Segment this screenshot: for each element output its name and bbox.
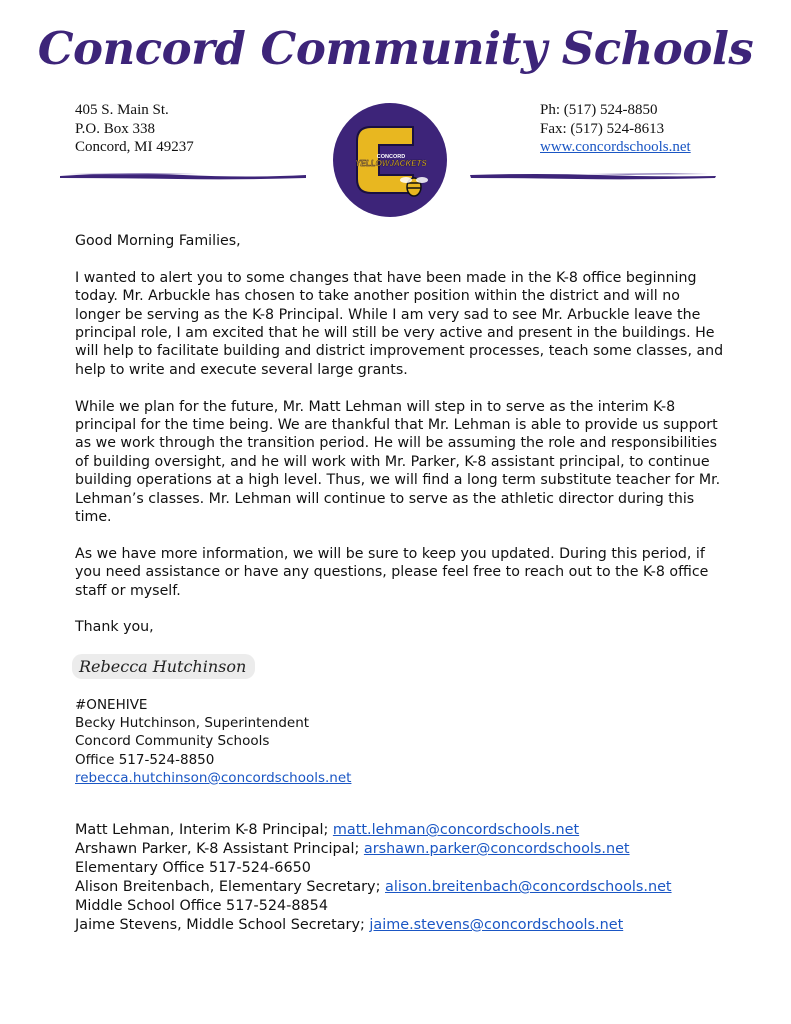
greeting: Good Morning Families, [75, 233, 241, 249]
signature-block [75, 696, 351, 787]
letter-body [75, 232, 725, 655]
hashtag: #ONEHIVE [75, 697, 148, 713]
brush-divider-left [58, 170, 308, 182]
fax-number: Fax: (517) 524-8613 [540, 120, 665, 137]
closing: Thank you, [75, 619, 154, 636]
contact-parker [75, 840, 672, 859]
logo-text-top: CONCORD [376, 154, 406, 160]
contact-stevens [75, 916, 672, 935]
contact-lehman [75, 821, 672, 840]
signer-email-link[interactable]: rebecca.hutchinson@concordschools.net [75, 769, 352, 786]
lehman-email-link[interactable]: matt.lehman@concordschools.net [332, 822, 580, 838]
signer-name-title: Becky Hutchinson, Superintendent [75, 715, 310, 732]
school-address [75, 101, 194, 157]
contact-parker-label: Arshawn Parker, K-8 Assistant Principal; [75, 841, 364, 857]
letterhead-title: Concord Community Schools [37, 22, 754, 75]
logo-text-main: YELLOWJACKETS [355, 159, 427, 168]
parker-email-link[interactable]: arshawn.parker@concordschools.net [363, 841, 630, 857]
address-street: 405 S. Main St. [75, 102, 169, 118]
paragraph-3: As we have more information, we will be sure to keep you updated. During this period, if you need assistance or have any questions, please feel free to reach out to the K-8 office staff or myself. [75, 545, 709, 599]
yellowjackets-logo [331, 101, 449, 219]
elementary-office-phone: Elementary Office 517-524-6650 [75, 860, 311, 876]
handwritten-signature: Rebecca Hutchinson [72, 654, 255, 679]
stevens-email-link[interactable]: jaime.stevens@concordschools.net [369, 917, 624, 933]
school-contact [540, 101, 691, 157]
middle-school-office-phone: Middle School Office 517-524-8854 [75, 898, 328, 914]
contact-breitenbach [75, 878, 672, 897]
staff-contacts [75, 821, 672, 935]
phone-number: Ph: (517) 524-8850 [540, 102, 658, 118]
signer-office-phone: Office 517-524-8850 [75, 751, 215, 768]
address-city: Concord, MI 49237 [75, 139, 194, 155]
paragraph-1: I wanted to alert you to some changes that have been made in the K-8 office beginning today. Mr. Arbuckle has chosen to take another position within the district and will no longer be serving as the K-8 Principal. While I am very sad to see Mr. Arbuckle leave the principal role, I am excited that he will still be very active and present in the buildings. He will help to facilitate building and district improvement processes, teach some classes, and help to write and execute several large grants. [75, 269, 724, 378]
contact-stevens-label: Jaime Stevens, Middle School Secretary; [75, 917, 370, 933]
brush-divider-right [468, 170, 718, 182]
website-link[interactable]: www.concordschools.net [540, 139, 691, 155]
contact-lehman-label: Matt Lehman, Interim K-8 Principal; [75, 822, 333, 838]
address-po-box: P.O. Box 338 [75, 120, 156, 137]
signer-organization: Concord Community Schools [75, 733, 270, 750]
paragraph-2: While we plan for the future, Mr. Matt Lehman will step in to serve as the interim K-8 principal for the time being. We are thankful that Mr. Lehman is able to provide us support as we work through the transition period. He will be assuming the role and responsibilities of building oversight, and he will work with Mr. Parker, K-8 assistant principal, to continue building operations at a high level. Thus, we will find a long term substitute teacher for Mr. Lehman’s classes. Mr. Lehman will continue to serve as the athletic director during this time. [75, 398, 721, 526]
breitenbach-email-link[interactable]: alison.breitenbach@concordschools.net [385, 879, 672, 895]
contact-breitenbach-label: Alison Breitenbach, Elementary Secretary; [75, 879, 385, 895]
